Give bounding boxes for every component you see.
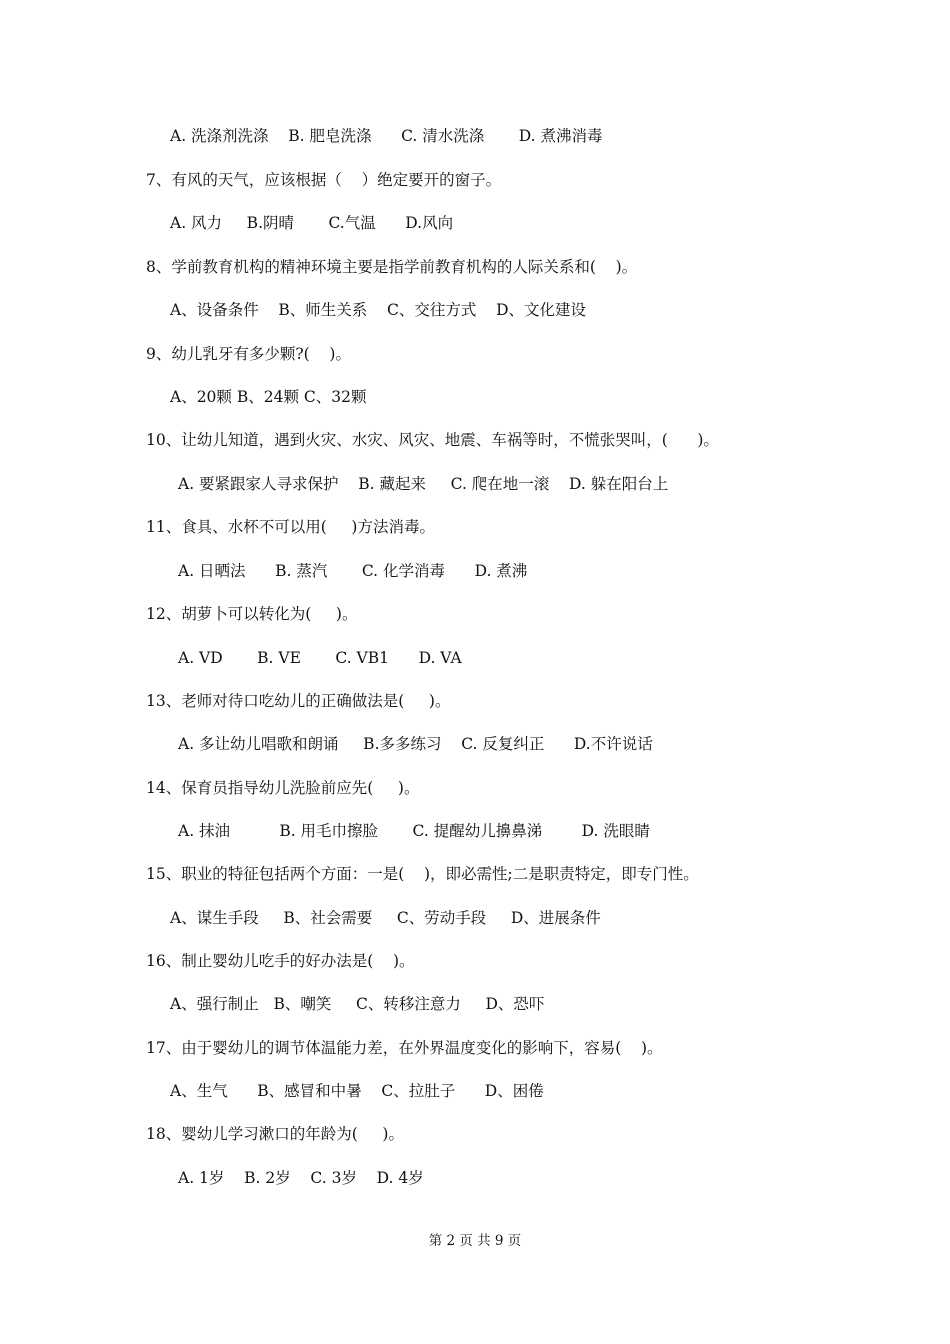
question-18: 18、婴幼儿学习漱口的年龄为( )。 <box>146 1125 404 1143</box>
question-8: 8、学前教育机构的精神环境主要是指学前教育机构的人际关系和( )。 <box>146 258 638 276</box>
options-q11: A. 日晒法 B. 蒸汽 C. 化学消毒 D. 煮沸 <box>178 562 528 580</box>
page-footer: 第 2 页 共 9 页 <box>428 1233 522 1249</box>
question-9: 9、幼儿乳牙有多少颗?( )。 <box>146 345 351 363</box>
options-q14: A. 抹油 B. 用毛巾擦脸 C. 提醒幼儿擤鼻涕 D. 洗眼睛 <box>178 822 650 840</box>
question-16: 16、制止婴幼儿吃手的好办法是( )。 <box>146 952 415 970</box>
question-10: 10、让幼儿知道，遇到火灾、水灾、风灾、地震、车祸等时，不慌张哭叫，( )。 <box>146 431 719 449</box>
question-11: 11、食具、水杯不可以用( )方法消毒。 <box>146 518 435 536</box>
question-14: 14、保育员指导幼儿洗脸前应先( )。 <box>146 779 420 797</box>
question-17: 17、由于婴幼儿的调节体温能力差，在外界温度变化的影响下，容易( )。 <box>146 1039 663 1057</box>
options-q12: A. VD B. VE C. VB1 D. VA <box>178 649 462 667</box>
options-q15: A、谋生手段 B、社会需要 C、劳动手段 D、进展条件 <box>170 909 601 927</box>
options-q16: A、强行制止 B、嘲笑 C、转移注意力 D、恐吓 <box>170 995 545 1013</box>
options-q18: A. 1岁 B. 2岁 C. 3岁 D. 4岁 <box>178 1169 424 1187</box>
options-q13: A. 多让幼儿唱歌和朗诵 B.多多练习 C. 反复纠正 D.不许说话 <box>178 735 653 753</box>
options-q6: A. 洗涤剂洗涤 B. 肥皂洗涤 C. 清水洗涤 D. 煮沸消毒 <box>170 127 603 145</box>
options-q8: A、设备条件 B、师生关系 C、交往方式 D、文化建设 <box>170 301 586 319</box>
options-q17: A、生气 B、感冒和中暑 C、拉肚子 D、困倦 <box>170 1082 544 1100</box>
options-q10: A. 要紧跟家人寻求保护 B. 藏起来 C. 爬在地一滚 D. 躲在阳台上 <box>178 475 669 493</box>
options-q7: A. 风力 B.阴晴 C.气温 D.风向 <box>170 214 454 232</box>
question-15: 15、职业的特征包括两个方面：一是( )，即必需性;二是职责特定，即专门性。 <box>146 865 699 883</box>
question-13: 13、老师对待口吃幼儿的正确做法是( )。 <box>146 692 451 710</box>
options-q9: A、20颗 B、24颗 C、32颗 <box>170 388 367 406</box>
question-12: 12、胡萝卜可以转化为( )。 <box>146 605 358 623</box>
question-7: 7、有风的天气，应该根据（ ）绝定要开的窗子。 <box>146 171 502 189</box>
